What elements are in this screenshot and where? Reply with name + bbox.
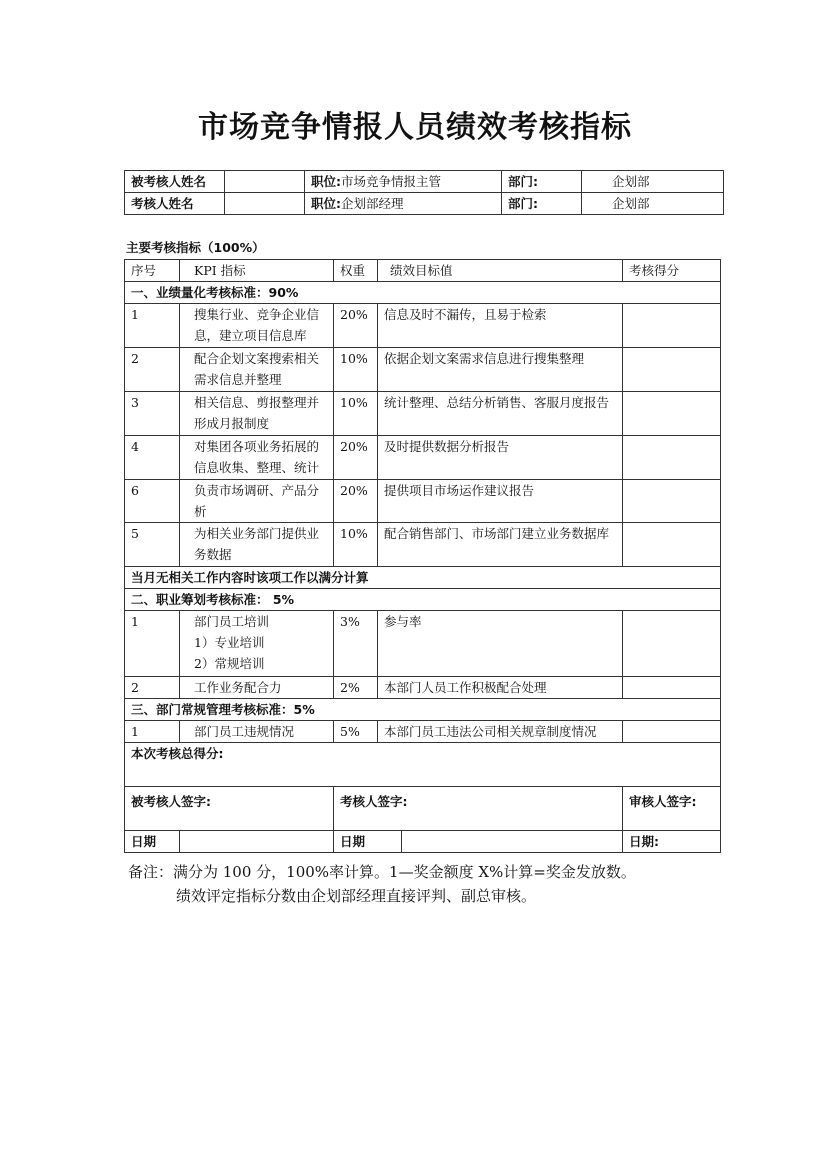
- table-row: [125, 304, 721, 348]
- row-seq: 1: [125, 304, 180, 348]
- row-kpi: 部门员工违规情况: [180, 721, 334, 743]
- row-weight: 10%: [334, 392, 378, 436]
- row-weight: 20%: [334, 304, 378, 348]
- date-label-1: 日期: [125, 831, 180, 853]
- row-target: 本部门员工违法公司相关规章制度情况: [378, 721, 623, 743]
- row-seq: 1: [125, 611, 180, 677]
- row-seq: 3: [125, 392, 180, 436]
- date-row: [125, 831, 721, 853]
- row-score[interactable]: [623, 677, 721, 699]
- date-field-1[interactable]: [180, 831, 334, 853]
- date-label-3[interactable]: 日期:: [623, 831, 721, 853]
- table-row: [125, 721, 721, 743]
- table-row: [125, 348, 721, 392]
- row-seq: 1: [125, 721, 180, 743]
- row-weight: 10%: [334, 523, 378, 567]
- total-score-row: [125, 743, 721, 787]
- row-score[interactable]: [623, 611, 721, 677]
- section-row: [125, 282, 721, 304]
- row-score[interactable]: [623, 348, 721, 392]
- row-score[interactable]: [623, 436, 721, 480]
- section1-title: 一、业绩量化考核标准：90%: [125, 282, 721, 304]
- kpi-sub: 1）专业培训: [194, 635, 265, 650]
- row-kpi: 负责市场调研、产品分析: [180, 480, 334, 523]
- no-work-note: 当月无相关工作内容时该项工作以满分计算: [125, 567, 721, 589]
- table-row: [125, 611, 721, 677]
- assessor-position: [305, 193, 502, 215]
- total-score-label[interactable]: 本次考核总得分:: [125, 743, 721, 787]
- header-seq: 序号: [125, 260, 180, 282]
- row-target: 及时提供数据分析报告: [378, 436, 623, 480]
- remark-line-1: 备注：满分为 100 分，100%率计算。1—奖金额度 X%计算=奖金发放数。: [128, 863, 636, 881]
- row-seq: 2: [125, 348, 180, 392]
- row-score[interactable]: [623, 480, 721, 523]
- section3-title: 三、部门常规管理考核标准：5%: [125, 699, 721, 721]
- table-row: [125, 436, 721, 480]
- header-score: 考核得分: [623, 260, 721, 282]
- row-target: 配合销售部门、市场部门建立业务数据库: [378, 523, 623, 567]
- signature-row: [125, 787, 721, 831]
- remarks: [128, 860, 636, 908]
- row-weight: 5%: [334, 721, 378, 743]
- row-weight: 10%: [334, 348, 378, 392]
- row-kpi: 搜集行业、竞争企业信息，建立项目信息库: [180, 304, 334, 348]
- assessor-signature[interactable]: 考核人签字:: [334, 787, 623, 831]
- dept-label: 部门:: [502, 171, 582, 193]
- position-value: 企划部经理: [341, 196, 404, 211]
- row-target: 参与率: [378, 611, 623, 677]
- reviewer-signature[interactable]: 审核人签字:: [623, 787, 721, 831]
- row-target: 统计整理、总结分析销售、客服月度报告: [378, 392, 623, 436]
- row-target: 提供项目市场运作建议报告: [378, 480, 623, 523]
- row-kpi: [180, 611, 334, 677]
- row-target: 信息及时不漏传，且易于检索: [378, 304, 623, 348]
- header-weight: 权重: [334, 260, 378, 282]
- table-row: [125, 392, 721, 436]
- section-row: [125, 699, 721, 721]
- row-weight: 20%: [334, 436, 378, 480]
- kpi-main: 部门员工培训: [194, 614, 270, 629]
- table-row: [125, 480, 721, 523]
- row-seq: 2: [125, 677, 180, 699]
- header-row: [125, 260, 721, 282]
- assessee-signature[interactable]: 被考核人签字:: [125, 787, 334, 831]
- page-title: 市场竞争情报人员绩效考核指标: [198, 110, 632, 145]
- row-target: 本部门人员工作积极配合处理: [378, 677, 623, 699]
- row-kpi: 工作业务配合力: [180, 677, 334, 699]
- main-indicators-label: 主要考核指标（100%）: [126, 240, 265, 255]
- position-label: 职位:: [311, 174, 341, 189]
- section-row: [125, 589, 721, 611]
- row-kpi: 为相关业务部门提供业务数据: [180, 523, 334, 567]
- row-score[interactable]: [623, 392, 721, 436]
- info-row-assessor: [125, 193, 724, 215]
- position-label: 职位:: [311, 196, 341, 211]
- row-weight: 3%: [334, 611, 378, 677]
- table-row: [125, 677, 721, 699]
- assessor-name-label: 考核人姓名: [125, 193, 225, 215]
- dept-label: 部门:: [502, 193, 582, 215]
- assessor-name-field[interactable]: [225, 193, 305, 215]
- info-table: [124, 170, 724, 215]
- row-score[interactable]: [623, 721, 721, 743]
- position-value: 市场竞争情报主管: [341, 174, 442, 189]
- remark-line-2: 绩效评定指标分数由企划部经理直接评判、副总审核。: [176, 887, 537, 905]
- header-kpi: KPI 指标: [180, 260, 334, 282]
- kpi-sub: 2）常规培训: [194, 656, 265, 671]
- dept-value: 企划部: [582, 171, 724, 193]
- section2-title: 二、职业筹划考核标准： 5%: [125, 589, 721, 611]
- section-row: [125, 567, 721, 589]
- row-seq: 5: [125, 523, 180, 567]
- row-kpi: 相关信息、剪报整理并形成月报制度: [180, 392, 334, 436]
- kpi-table: [124, 259, 721, 853]
- row-target: 依据企划文案需求信息进行搜集整理: [378, 348, 623, 392]
- row-score[interactable]: [623, 523, 721, 567]
- row-seq: 4: [125, 436, 180, 480]
- row-kpi: 配合企划文案搜索相关需求信息并整理: [180, 348, 334, 392]
- row-score[interactable]: [623, 304, 721, 348]
- info-row-assessee: [125, 171, 724, 193]
- row-seq: 6: [125, 480, 180, 523]
- assessee-name-label: 被考核人姓名: [125, 171, 225, 193]
- table-row: [125, 523, 721, 567]
- assessee-position: [305, 171, 502, 193]
- date-field-2[interactable]: [402, 831, 623, 853]
- row-weight: 2%: [334, 677, 378, 699]
- assessee-name-field[interactable]: [225, 171, 305, 193]
- row-weight: 20%: [334, 480, 378, 523]
- dept-value: 企划部: [582, 193, 724, 215]
- header-target: 绩效目标值: [378, 260, 623, 282]
- date-label-2: 日期: [334, 831, 402, 853]
- row-kpi: 对集团各项业务拓展的信息收集、整理、统计: [180, 436, 334, 480]
